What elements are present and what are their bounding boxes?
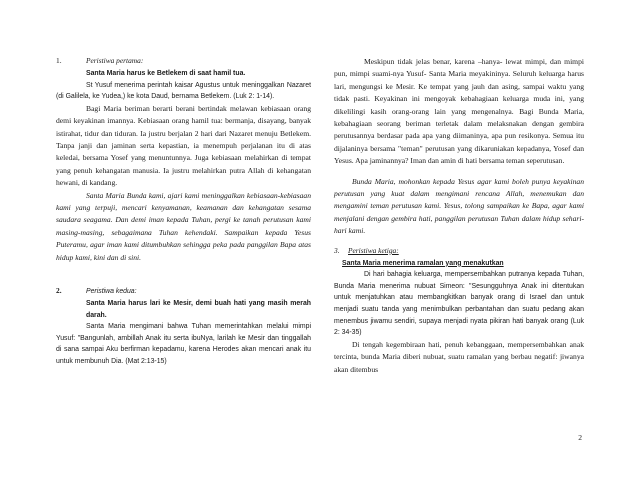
section-1-header bbox=[56, 56, 311, 68]
prayer-left-1: Santa Maria Bunda kami, ajari kami meninggalkan kebiasaan-kebiasaan kami yang terpuji, mencari kenyamanan, keamanan dan kehangatan sesama saudara seagama. Dan demi iman kepada Tuhan, pergi ke tanah perutusan kami masing-masing, sebagaimana Tuhan kehendaki. Sampaikan kepada Yesus Puteramu, agar iman kami ditumbuhkan sehingga peka pada panggilan Bapa atas hidup kami, kini dan di sini. bbox=[56, 190, 311, 262]
paragraph-left-1: St Yusuf menerima perintah kaisar Agustus untuk meninggalkan Nazaret (di Galilela, ke Yudea,) ke kota Daud, bernama Betlekem. (Luk 2: 1-14). bbox=[56, 81, 311, 101]
page-number: 2 bbox=[578, 433, 582, 442]
section-2-heading: Santa Maria harus lari ke Mesir, demi buah hati yang masih merah darah. bbox=[86, 300, 311, 319]
paragraph-left-3: Santa Maria mengimani bahwa Tuhan memerintahkan melalui mimpi Yusuf: "Bangunlah, ambillah Anak itu serta ibuNya, larilah ke Mesir dan tinggallah di sana sampai Aku berfirman kepadamu, karena Herodes akan mencari anak itu untuk membunuh Dia. (Mat 2:13-15) bbox=[56, 323, 311, 366]
section-1-heading: Santa Maria harus ke Betlekem di saat hamil tua. bbox=[86, 70, 246, 77]
section-2-header bbox=[56, 286, 311, 298]
section-2-title: Peristiwa kedua: bbox=[86, 288, 137, 296]
paragraph-right-2: Di hari bahagia keluarga, mempersembahkan putranya kepada Tuhan, Bunda Maria menerima nubuat Simeon: "Sesungguhnya Anak ini ditentukan untuk menjatuhkan atau membangkitkan banyak orang di Israel dan untuk menjadi suatu tanda yang menimbulkan perbantahan dan suatu pedang akan menembus jiwamu sendiri, supaya menjadi nyata pikiran hati banyak orang (Luk 2: 34-35) bbox=[334, 271, 584, 337]
paragraph-right-1: Meskipun tidak jelas benar, karena –hanya- lewat mimpi, dan mimpi pun, mimpi suami-nya Yusuf- Santa Maria meyakininya. Seluruh keluarga harus lari, mengungsi ke Mesir. Ke tempat yang jauh dan asing, sampai waktu yang tidak pasti. Keyakinan ini mengoyak kebahagiaan keluarga muda ini, yang dikelilingi kasih orang-orang lain yang mengenalnya. Bagi Bunda Maria, kebahagiaan seorang beriman terletak dalam melaksnakan dengan gembira perutusannya berdasar pada apa yang diimaninya, apa pun resikonya. Semua itu dijalaninya bersama "teman" perutusan yang dikaruniakan kepadanya, Yosef dan Yesus. Apa jaminannya? Iman dan amin di hati bersama teman seperutusan. bbox=[334, 57, 584, 166]
section-3-title: Peristiwa ketiga: bbox=[348, 245, 399, 255]
prayer-right-1: Bunda Maria, mohonkan kepada Yesus agar kami boleh punya keyakinan perutusan yang kuat dalam mengimani rencana Allah, menemukan dan mengamini teman perutusan kami. Yesus, tolong sampaikan ke Bapa, agar kami menjalani dengan gembira hati, panggilan perutusan Tuhan dalam hidup sehari-hari kami. bbox=[334, 176, 584, 236]
section-1-title: Peristiwa pertama: bbox=[86, 56, 144, 65]
paragraph-right-3: Di tengah kegembiraan hati, penuh kebanggaan, mempersembahkan anak tercinta, bunda Maria diberi nubuat, suatu ramalan yang berbau negatif: jiwanya akan ditembus bbox=[334, 339, 584, 374]
section-3-number: 3. bbox=[334, 245, 340, 255]
right-column bbox=[334, 56, 584, 376]
paragraph-left-2: Bagi Maria beriman berarti berani bertindak melawan kebiasaan orang demi keyakinan imannya. Kebiasaan orang hamil tua: bermanja, disayang, banyak istirahat, tidur dan tiduran. Ia justru berjalan 2 hari dari Nazaret menuju Betlekem. Tanpa janji dan jaminan serta kepastian, ia menempuh perjalanan itu di atas keledai, bersama Yosef yang menuntunnya. Juga kebiasaan melahirkan di tempat yang penuh kehangatan manusia. Ia justru melahirkan putra Allah di kehangatan hewani, di kandang. bbox=[56, 103, 311, 188]
left-column bbox=[56, 56, 311, 368]
section-3-heading: Santa Maria menerima ramalan yang menakutkan bbox=[342, 259, 504, 267]
section-3-header bbox=[334, 246, 584, 258]
section-2-number: 2. bbox=[56, 286, 62, 296]
section-1-number: 1. bbox=[56, 56, 62, 65]
